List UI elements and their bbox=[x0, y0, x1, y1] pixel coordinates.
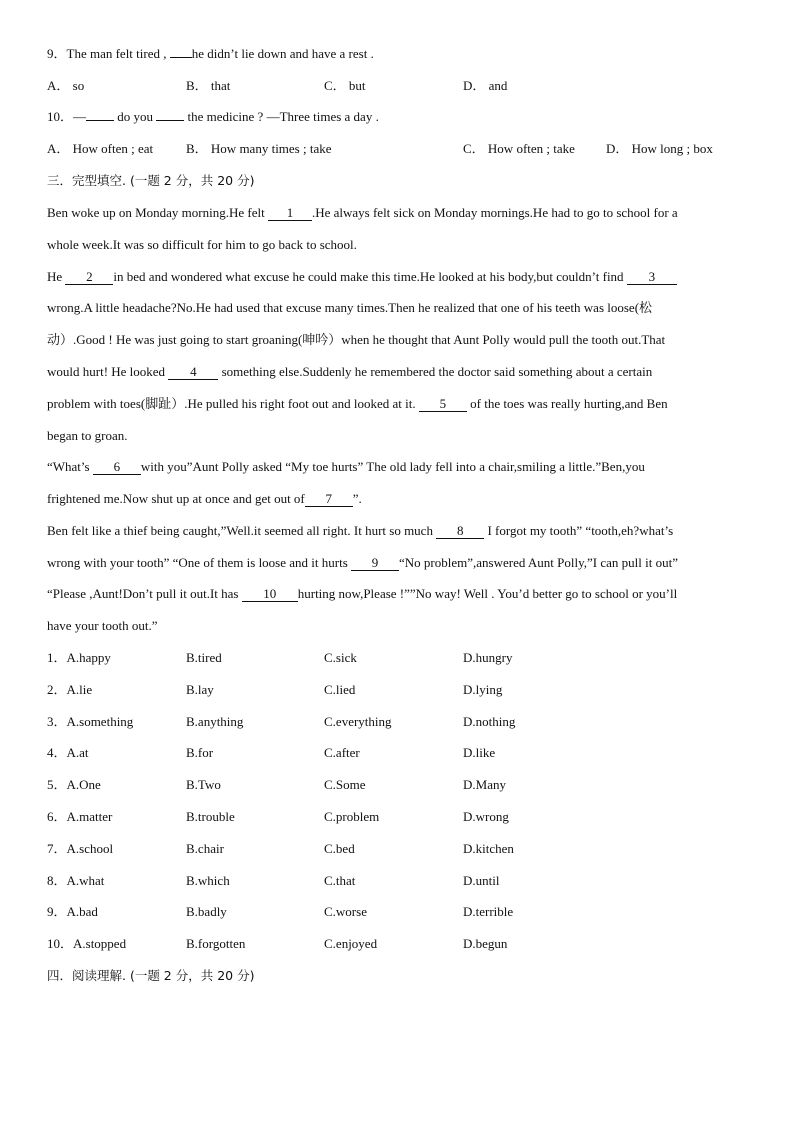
passage-text: .He always felt sick on Monday mornings.He had to go to school for a bbox=[311, 205, 678, 220]
passage-text: of the toes was really hurting,and Ben bbox=[466, 396, 668, 411]
cloze-section-heading: 三．完型填空. (一题 2 分，共 20 分) bbox=[47, 173, 255, 188]
option-d: D.until bbox=[463, 873, 500, 888]
passage-line bbox=[47, 269, 677, 285]
option-c: C.enjoyed bbox=[324, 936, 378, 951]
option-a: 8．A.what bbox=[47, 873, 105, 888]
option-b: B.chair bbox=[186, 841, 224, 856]
passage-text: I forgot my tooth” “tooth,eh?what’s bbox=[484, 523, 674, 538]
option-d: D.wrong bbox=[463, 809, 509, 824]
passage-line bbox=[47, 396, 668, 412]
passage-text: wrong.A little headache?No.He had used that excuse many times.Then he realized that one of his teeth was loose(松 bbox=[47, 300, 653, 315]
option-c: C.worse bbox=[324, 904, 367, 919]
cloze-blank-2[interactable]: 2 bbox=[65, 270, 113, 285]
passage-text: He bbox=[47, 269, 66, 284]
option-c: C.everything bbox=[324, 714, 392, 729]
passage-line bbox=[47, 555, 678, 571]
option-a: 6．A.matter bbox=[47, 809, 113, 824]
passage-text: Ben felt like a thief being caught,”Well.it seemed all right. It hurt so much bbox=[47, 523, 437, 538]
passage-text: would hurt! He looked bbox=[47, 364, 169, 379]
option-c: C.Some bbox=[324, 777, 366, 792]
passage-line bbox=[47, 491, 362, 507]
option-a: 9．A.bad bbox=[47, 904, 98, 919]
option-b: B． that bbox=[186, 78, 231, 93]
option-b: B.Two bbox=[186, 777, 221, 792]
option-a: 2．A.lie bbox=[47, 682, 93, 697]
option-d: D.Many bbox=[463, 777, 506, 792]
option-a: A． How often ; eat bbox=[47, 141, 154, 156]
passage-line bbox=[47, 586, 677, 602]
option-b: B.which bbox=[186, 873, 230, 888]
passage-line bbox=[47, 332, 665, 348]
option-b: B.trouble bbox=[186, 809, 235, 824]
passage-text: problem with toes(脚趾）.He pulled his right foot out and looked at it. bbox=[47, 396, 419, 411]
passage-line bbox=[47, 459, 645, 475]
option-b: B.lay bbox=[186, 682, 214, 697]
option-b: B.forgotten bbox=[186, 936, 246, 951]
option-d: D.kitchen bbox=[463, 841, 514, 856]
option-a: 1．A.happy bbox=[47, 650, 111, 665]
passage-text: in bed and wondered what excuse he could make this time.He looked at his body,but couldn’t find bbox=[113, 269, 627, 284]
cloze-blank-7[interactable]: 7 bbox=[305, 492, 353, 507]
passage-text: ”. bbox=[352, 491, 362, 506]
answer-blank[interactable] bbox=[170, 57, 192, 58]
answer-blank[interactable] bbox=[156, 120, 184, 121]
option-a: 5．A.One bbox=[47, 777, 101, 792]
option-c: C． but bbox=[324, 78, 366, 93]
answer-blank[interactable] bbox=[86, 120, 114, 121]
cloze-blank-5[interactable]: 5 bbox=[419, 397, 467, 412]
passage-line bbox=[47, 618, 157, 634]
option-a: 10．A.stopped bbox=[47, 936, 127, 951]
reading-section-heading: 四．阅读理解. (一题 2 分，共 20 分) bbox=[47, 968, 255, 983]
option-c: C.after bbox=[324, 745, 360, 760]
passage-text: 动）.Good ! He was just going to start groaning(呻吟）when he thought that Aunt Polly would pull the tooth out.That bbox=[47, 332, 666, 347]
passage-line bbox=[47, 300, 652, 316]
cloze-blank-9[interactable]: 9 bbox=[351, 556, 399, 571]
cloze-blank-6[interactable]: 6 bbox=[93, 460, 141, 475]
option-d: D.lying bbox=[463, 682, 503, 697]
option-c: C.problem bbox=[324, 809, 380, 824]
option-d: D． and bbox=[463, 78, 508, 93]
passage-line bbox=[47, 237, 357, 253]
passage-text: hurting now,Please !””No way! Well . You’d better go to school or you’ll bbox=[297, 586, 678, 601]
option-c: C.bed bbox=[324, 841, 355, 856]
question-10-stem: 10．— do you the medicine ? —Three times a day . bbox=[47, 109, 379, 124]
cloze-blank-10[interactable]: 10 bbox=[242, 587, 298, 602]
option-d: D． How long ; box bbox=[606, 141, 713, 156]
option-d: D.terrible bbox=[463, 904, 514, 919]
option-a: 3．A.something bbox=[47, 714, 134, 729]
option-d: D.hungry bbox=[463, 650, 513, 665]
option-a: 7．A.school bbox=[47, 841, 114, 856]
passage-text: frightened me.Now shut up at once and get out of bbox=[47, 491, 305, 506]
option-d: D.nothing bbox=[463, 714, 516, 729]
option-c: C.that bbox=[324, 873, 356, 888]
option-c: C.sick bbox=[324, 650, 357, 665]
passage-text: “No problem”,answered Aunt Polly,”I can pull it out” bbox=[399, 555, 678, 570]
cloze-blank-1[interactable]: 1 bbox=[268, 206, 312, 221]
passage-text: whole week.It was so difficult for him to go back to school. bbox=[47, 237, 357, 252]
option-b: B． How many times ; take bbox=[186, 141, 332, 156]
option-d: D.like bbox=[463, 745, 496, 760]
option-c: C.lied bbox=[324, 682, 356, 697]
question-9-stem: 9．The man felt tired , he didn’t lie down and have a rest . bbox=[47, 46, 374, 61]
option-a: 4．A.at bbox=[47, 745, 89, 760]
passage-text: Ben woke up on Monday morning.He felt bbox=[47, 205, 268, 220]
option-b: B.badly bbox=[186, 904, 227, 919]
passage-line bbox=[47, 205, 678, 221]
cloze-blank-4[interactable]: 4 bbox=[168, 365, 218, 380]
passage-text: have your tooth out.” bbox=[47, 618, 158, 633]
passage-line bbox=[47, 364, 652, 380]
passage-text: with you”Aunt Polly asked “My toe hurts” The old lady fell into a chair,smiling a little.”Ben,you bbox=[140, 459, 645, 474]
passage-text: “Please ,Aunt!Don’t pull it out.It has bbox=[47, 586, 242, 601]
passage-text: wrong with your tooth” “One of them is loose and it hurts bbox=[47, 555, 352, 570]
cloze-blank-8[interactable]: 8 bbox=[436, 524, 484, 539]
option-c: C． How often ; take bbox=[463, 141, 575, 156]
passage-text: “What’s bbox=[47, 459, 93, 474]
option-b: B.anything bbox=[186, 714, 244, 729]
passage-text: something else.Suddenly he remembered the doctor said something about a certain bbox=[218, 364, 653, 379]
passage-line bbox=[47, 428, 128, 444]
option-b: B.tired bbox=[186, 650, 222, 665]
option-a: A． so bbox=[47, 78, 85, 93]
passage-line bbox=[47, 523, 673, 539]
cloze-blank-3[interactable]: 3 bbox=[627, 270, 677, 285]
option-d: D.begun bbox=[463, 936, 508, 951]
option-b: B.for bbox=[186, 745, 214, 760]
passage-text: began to groan. bbox=[47, 428, 128, 443]
